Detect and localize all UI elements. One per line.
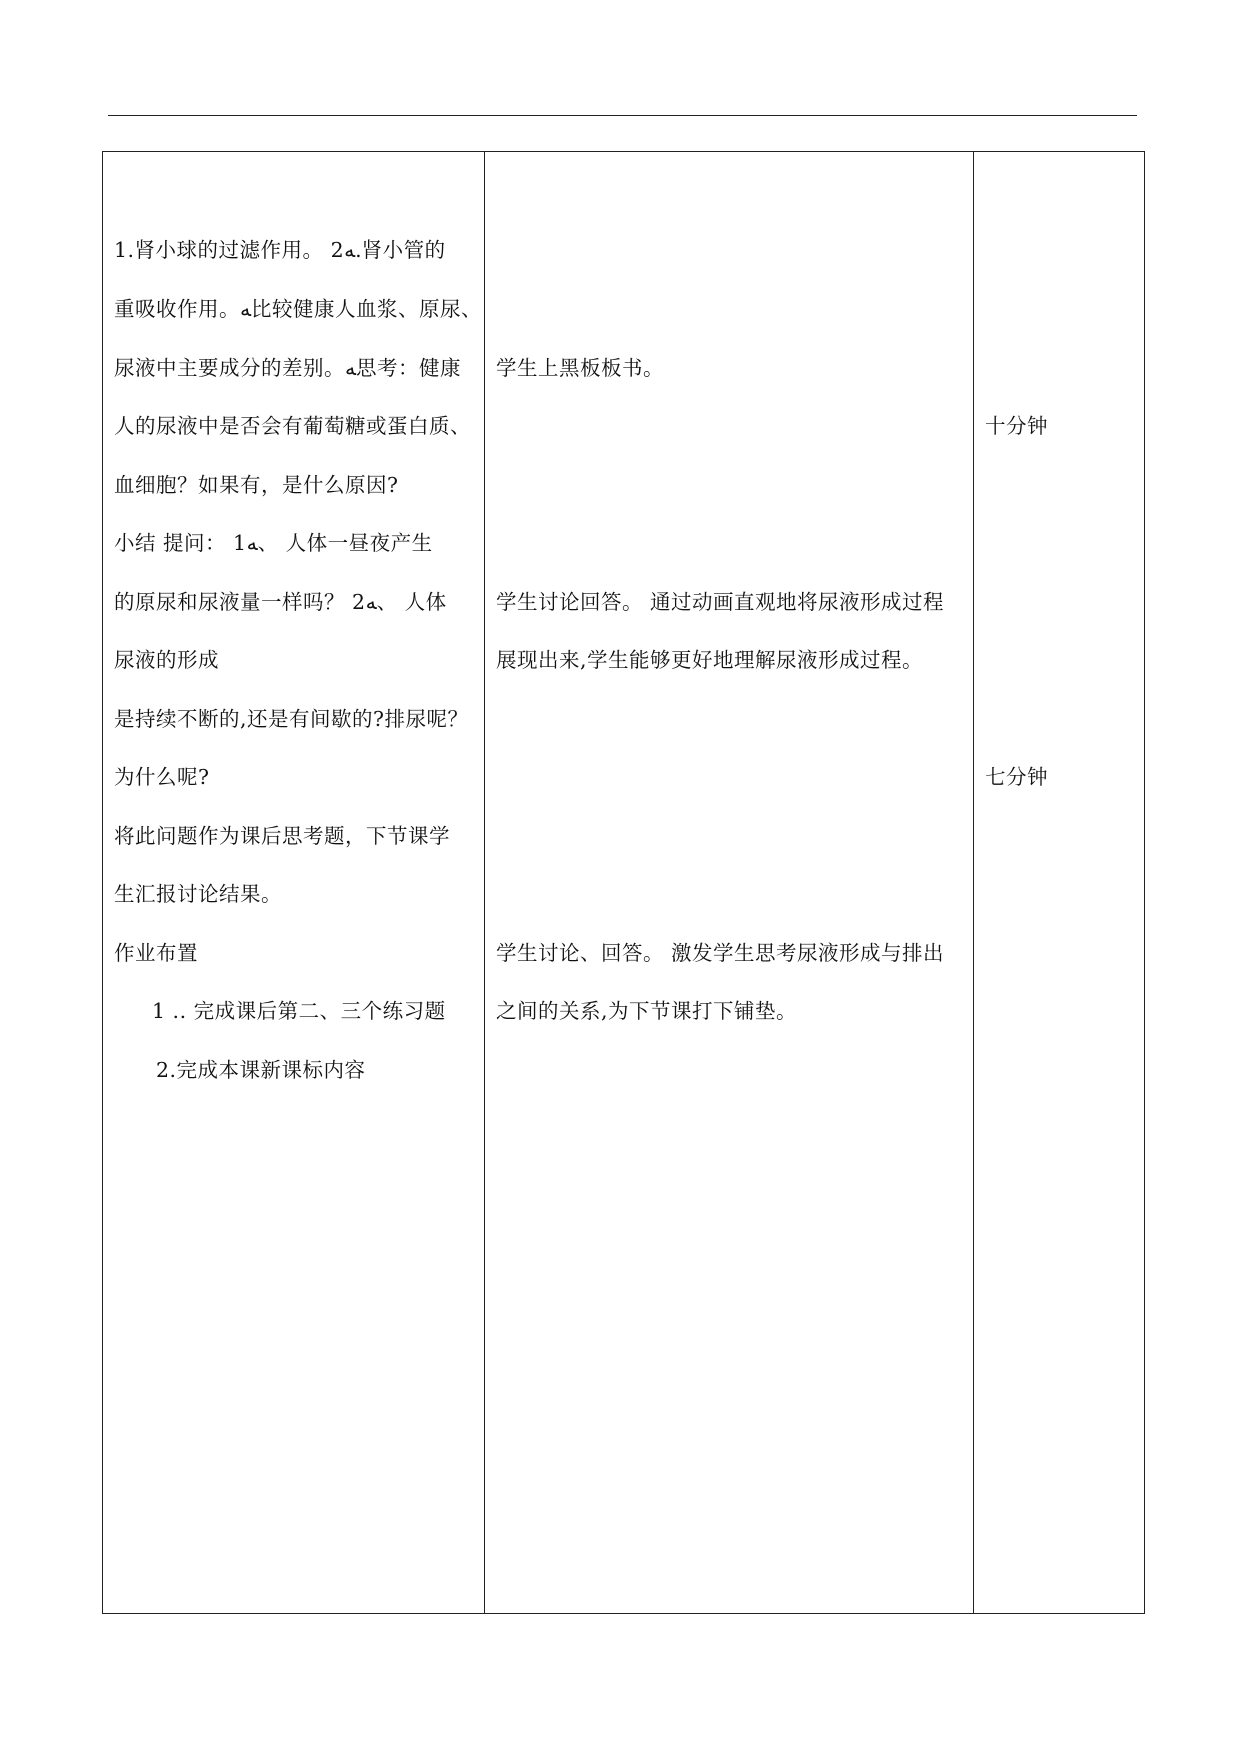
- content-line: 尿液的形成: [114, 648, 219, 672]
- activity-line: 学生上黑板板书。: [496, 356, 664, 380]
- content-line: 尿液中主要成分的差别。ﻪ思考：健康: [114, 356, 461, 380]
- homework-heading: 作业布置: [114, 941, 198, 965]
- column-divider-1: [484, 151, 485, 1614]
- homework-item: 2.完成本课新课标内容: [156, 1058, 366, 1082]
- content-line: 生汇报讨论结果。: [114, 882, 282, 906]
- activity-line: 学生讨论回答。 通过动画直观地将尿液形成过程: [496, 590, 945, 614]
- content-line: 人的尿液中是否会有葡萄糖或蛋白质、: [114, 414, 471, 438]
- content-line: 重吸收作用。ﻪ比较健康人血浆、原尿、: [114, 297, 482, 321]
- time-label: 十分钟: [985, 414, 1048, 438]
- content-line: 为什么呢?: [114, 765, 210, 789]
- content-line: 的原尿和尿液量一样吗？ 2ﻪ、 人体: [114, 590, 447, 614]
- time-label: 七分钟: [985, 765, 1048, 789]
- header-rule: [108, 115, 1137, 116]
- activity-line: 展现出来,学生能够更好地理解尿液形成过程。: [496, 648, 924, 672]
- content-line: 1.肾小球的过滤作用。 2ﻪ.肾小管的: [114, 238, 446, 262]
- content-line: 将此问题作为课后思考题，下节课学: [114, 824, 450, 848]
- content-line: 小结 提问： 1ﻪ、 人体一昼夜产生: [114, 531, 433, 555]
- content-line: 是持续不断的,还是有间歇的?排尿呢？: [114, 707, 469, 731]
- homework-item: 1 .. 完成课后第二、三个练习题: [152, 999, 446, 1023]
- column-divider-2: [973, 151, 974, 1614]
- content-line: 血细胞？如果有，是什么原因?: [114, 473, 399, 497]
- activity-line: 之间的关系,为下节课打下铺垫。: [496, 999, 798, 1023]
- activity-line: 学生讨论、回答。 激发学生思考尿液形成与排出: [496, 941, 945, 965]
